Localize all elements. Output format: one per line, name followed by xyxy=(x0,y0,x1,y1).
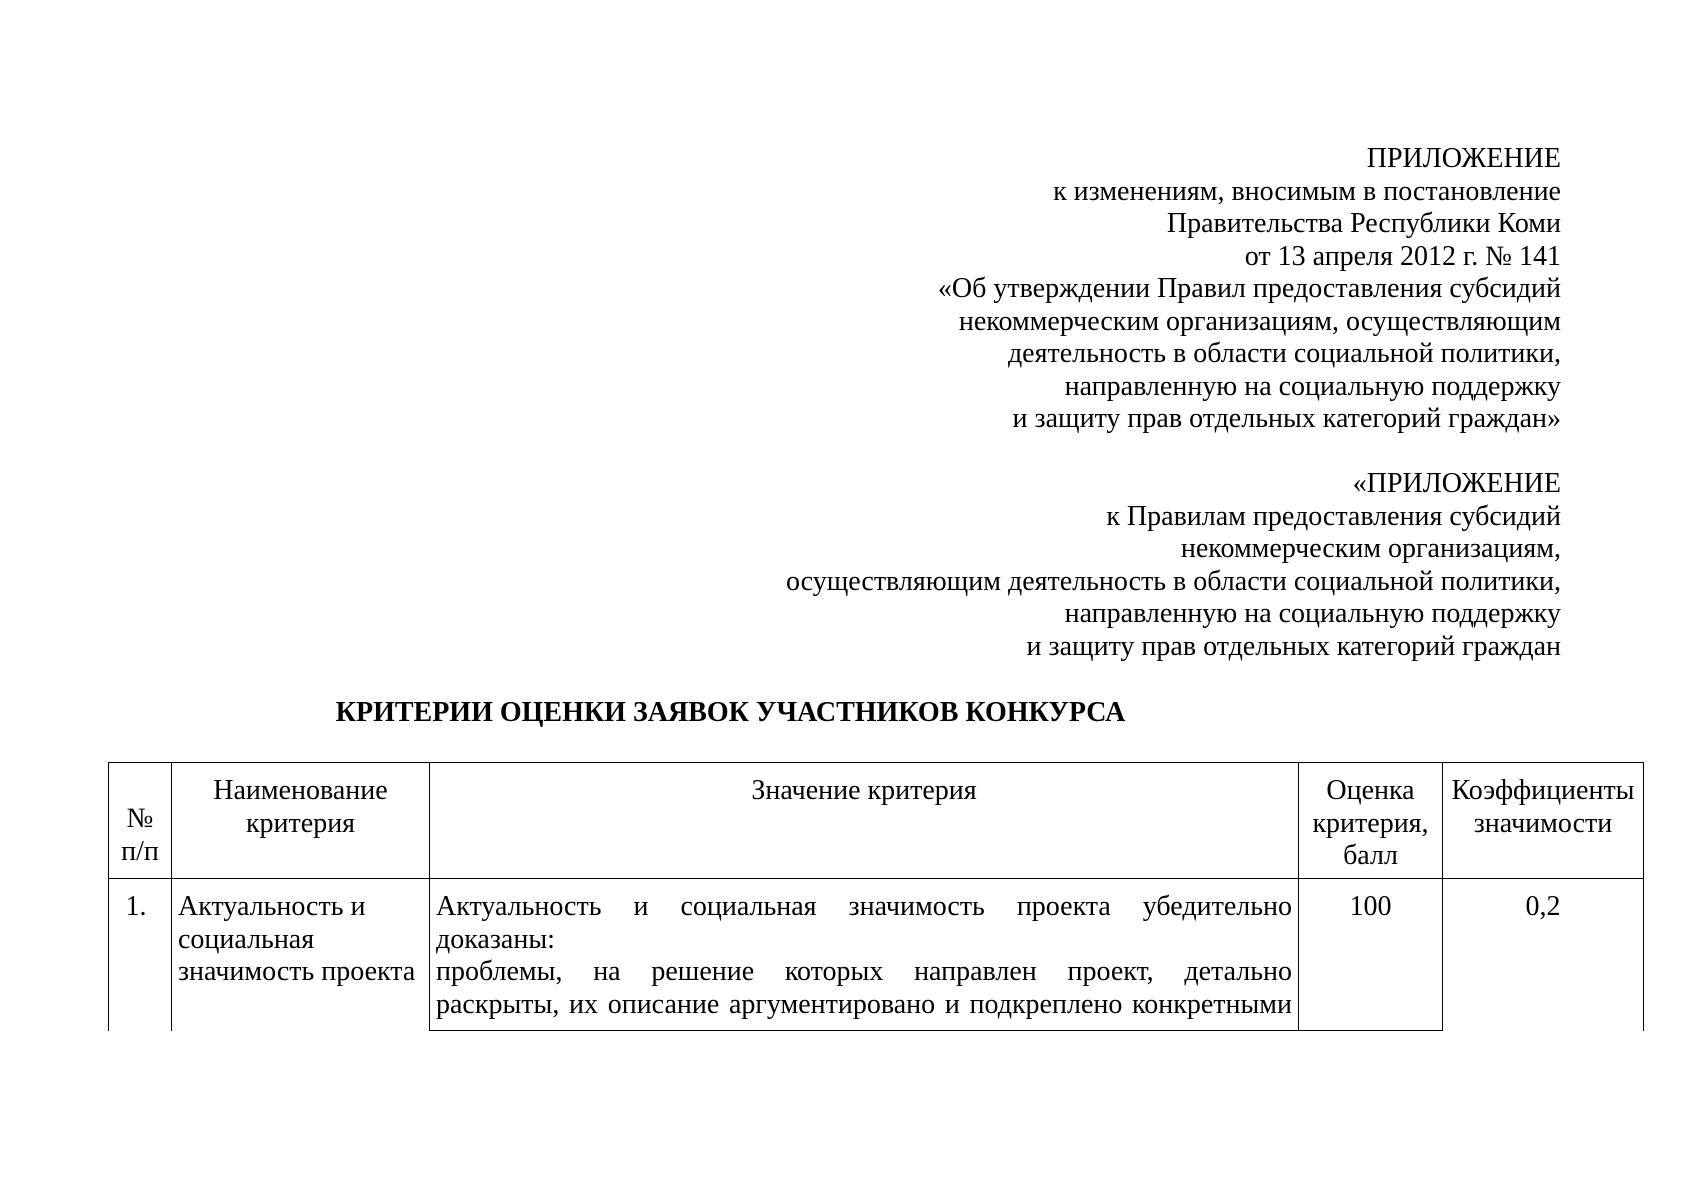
criterion-value-line: проблемы, на решение которых направлен проект, детально xyxy=(436,956,1292,987)
header-coefficient-line: Коэффициенты xyxy=(1451,775,1635,806)
header-number-line: № xyxy=(126,803,154,834)
criterion-value-line: Актуальность и социальная значимость проекта убедительно xyxy=(436,891,1292,922)
criterion-name-line: значимость проекта xyxy=(178,956,416,987)
header-name-line: Наименование xyxy=(213,775,388,806)
header-number xyxy=(109,763,172,879)
header-score-line: Оценка xyxy=(1326,775,1415,806)
appendix-header-line: ПРИЛОЖЕНИЕ xyxy=(1366,143,1561,174)
header-score-line: балл xyxy=(1343,840,1398,871)
rules-appendix-header-line: направленную на социальную поддержку xyxy=(1064,598,1561,629)
table-header-row xyxy=(109,763,1644,879)
header-name-line: критерия xyxy=(245,807,356,839)
appendix-header-line: Правительства Республики Коми xyxy=(1166,208,1561,239)
rules-appendix-header xyxy=(786,468,1561,663)
criterion-value-line: доказаны: xyxy=(436,923,555,955)
header-score-line: критерия, xyxy=(1312,807,1429,839)
row-number: 1. xyxy=(109,879,172,1031)
header-criterion-name xyxy=(172,763,430,879)
rules-appendix-header-line: некоммерческим организациям, xyxy=(1180,533,1561,564)
criterion-name-line: социальная xyxy=(178,923,315,955)
appendix-header-line: направленную на социальную поддержку xyxy=(1064,370,1561,402)
appendix-header-line: деятельность в области социальной политики, xyxy=(1007,338,1561,369)
appendix-header xyxy=(938,143,1561,436)
header-number-line: п/п xyxy=(121,835,159,867)
row-criterion-name xyxy=(172,879,430,1031)
row-criterion-value xyxy=(430,879,1299,1031)
appendix-header-line: некоммерческим организациям, осуществляющим xyxy=(958,305,1561,337)
row-significance-coefficient: 0,2 xyxy=(1443,879,1644,1031)
appendix-header-line: от 13 апреля 2012 г. № 141 xyxy=(1244,240,1561,272)
criterion-name-line: Актуальность и xyxy=(178,891,366,922)
appendix-header-line: к изменениям, вносимым в постановление xyxy=(1053,175,1561,207)
header-coefficient-line: значимости xyxy=(1473,807,1613,839)
rules-appendix-header-line: «ПРИЛОЖЕНИЕ xyxy=(1352,468,1561,499)
table-row xyxy=(109,879,1644,1031)
appendix-header-line: и защиту прав отдельных категорий граждан» xyxy=(1012,403,1561,434)
criterion-value-line: раскрыты, их описание аргументировано и подкреплено конкретными xyxy=(436,988,1292,1020)
document-title xyxy=(0,696,1579,730)
document-title-text: КРИТЕРИИ ОЦЕНКИ ЗАЯВОК УЧАСТНИКОВ КОНКУРСА xyxy=(335,697,1126,728)
rules-appendix-header-line: и защиту прав отдельных категорий граждан xyxy=(1026,630,1561,662)
header-criterion-score xyxy=(1299,763,1443,879)
rules-appendix-header-line: осуществляющим деятельность в области социальной политики, xyxy=(785,565,1561,597)
header-significance-coefficient xyxy=(1443,763,1644,879)
header-criterion-value xyxy=(430,763,1299,879)
row-criterion-score: 100 xyxy=(1299,879,1443,1031)
header-value-line: Значение критерия xyxy=(751,775,977,806)
criteria-table xyxy=(108,762,1644,1031)
appendix-header-line: «Об утверждении Правил предоставления субсидий xyxy=(937,273,1561,304)
rules-appendix-header-line: к Правилам предоставления субсидий xyxy=(1106,500,1561,532)
